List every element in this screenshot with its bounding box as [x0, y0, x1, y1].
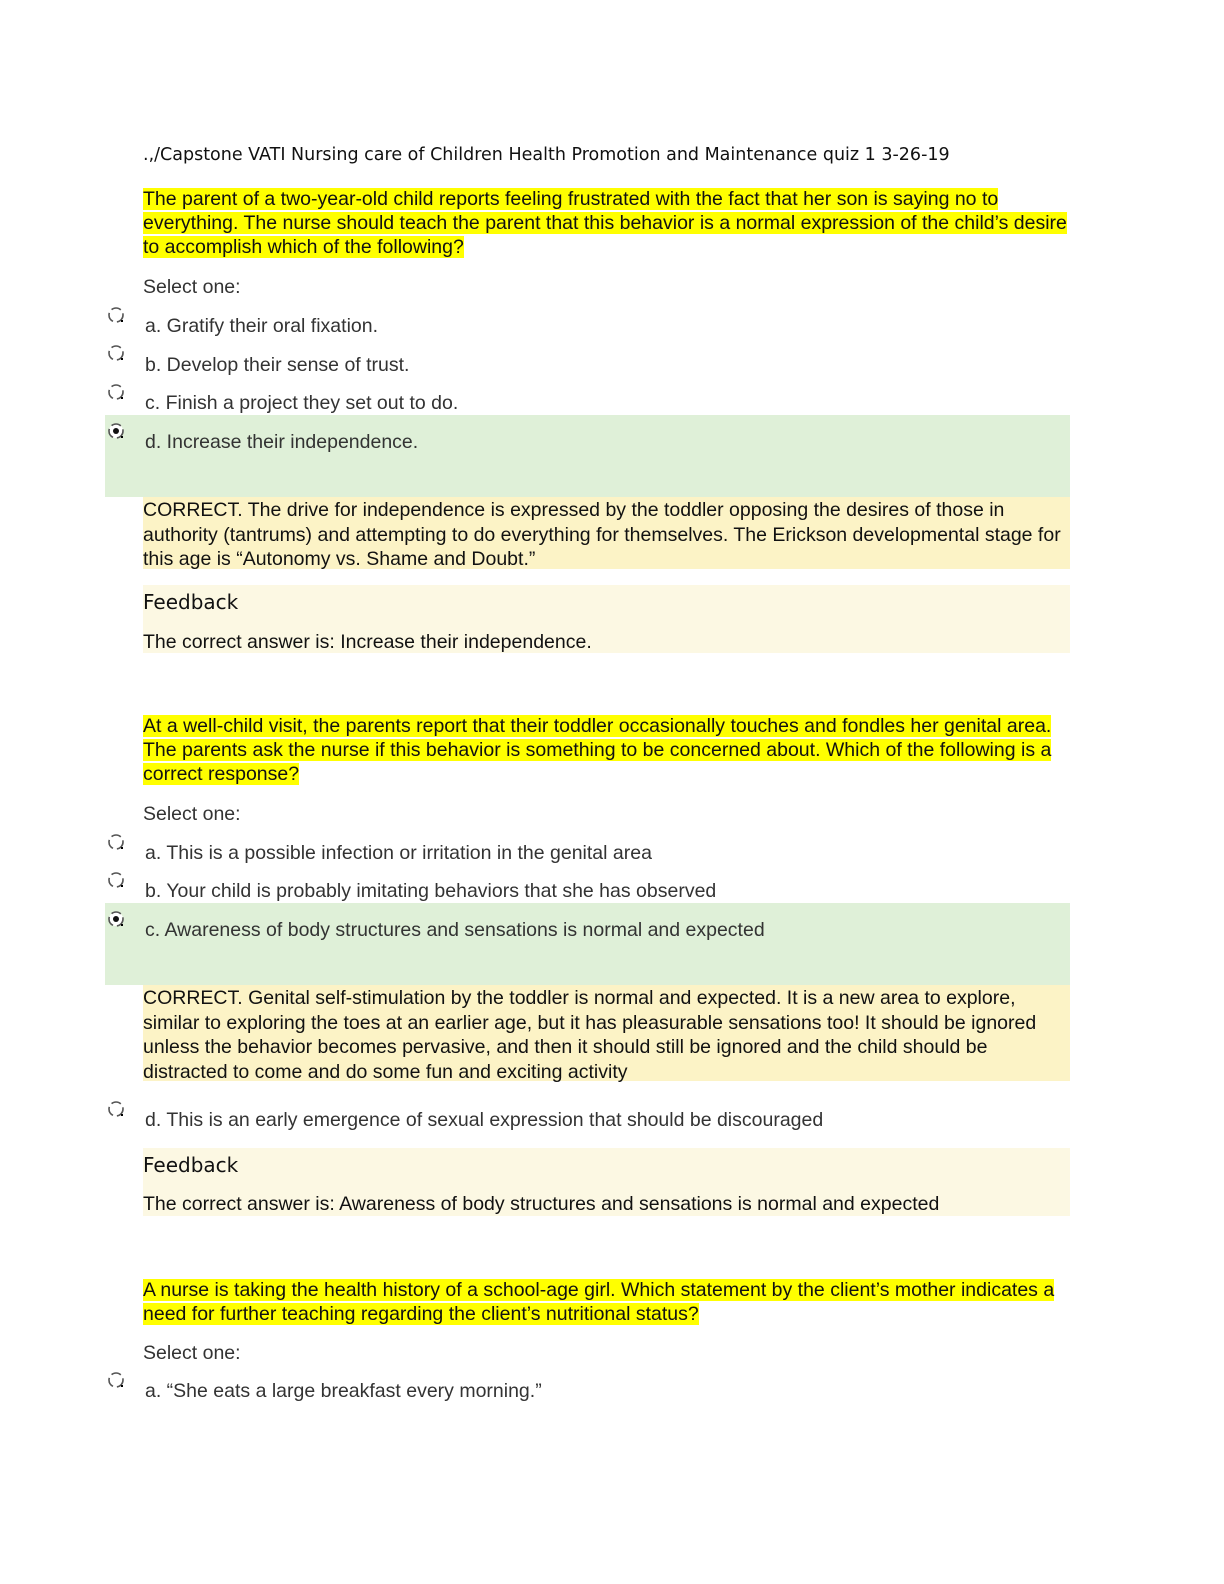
- q1-radio-b-icon[interactable]: [107, 344, 125, 362]
- q2-radio-a-icon[interactable]: [107, 833, 125, 851]
- q3-radio-a-icon[interactable]: [107, 1371, 125, 1389]
- q2-radio-c-selected-icon[interactable]: [107, 910, 125, 928]
- q2-option-a[interactable]: a. This is a possible infection or irritation in the genital area: [145, 842, 652, 864]
- q2-feedback-answer: The correct answer is: Awareness of body structures and sensations is normal and expected: [143, 1193, 940, 1215]
- q3-select-one-label: Select one:: [143, 1342, 241, 1364]
- q2-option-c[interactable]: c. Awareness of body structures and sensations is normal and expected: [145, 919, 765, 941]
- q2-correct-answer-band: [105, 903, 1070, 985]
- q1-correct-answer-band: [105, 415, 1070, 497]
- q2-explanation-text: CORRECT. Genital self-stimulation by the toddler is normal and expected. It is a new area to explore, similar to exploring the toes at an earlier age, but it has pleasurable sensations too! It should be ignored unless the behavior becomes pervasive, and then it should still be ignored and the child should be distracted to come and do some fun and exciting activity: [143, 987, 1037, 1083]
- q1-feedback-answer: The correct answer is: Increase their independence.: [143, 631, 592, 653]
- q1-radio-d-selected-icon[interactable]: [107, 422, 125, 440]
- q1-explanation-text: CORRECT. The drive for independence is expressed by the toddler opposing the desires of those in authority (tantrums) and attempting to do everything for themselves. The Erickson developmental stage for this age is “Autonomy vs. Shame and Doubt.”: [143, 499, 1061, 570]
- q1-radio-a-icon[interactable]: [107, 306, 125, 324]
- question-1-text: The parent of a two-year-old child reports feeling frustrated with the fact that her son is saying no to everything. The nurse should teach the parent that this behavior is a normal expression of the child’s desire to accomplish which of the following?: [143, 188, 1067, 258]
- q2-radio-d-icon[interactable]: [107, 1100, 125, 1118]
- q1-feedback-heading: Feedback: [143, 590, 239, 614]
- q1-option-c[interactable]: c. Finish a project they set out to do.: [145, 392, 459, 414]
- q1-option-b[interactable]: b. Develop their sense of trust.: [145, 354, 410, 376]
- question-2-text: At a well-child visit, the parents report that their toddler occasionally touches and fondles her genital area. The parents ask the nurse if this behavior is something to be concerned about. Which of the following is a correct response?: [143, 715, 1052, 785]
- q2-option-b[interactable]: b. Your child is probably imitating behaviors that she has observed: [145, 880, 717, 902]
- q2-radio-b-icon[interactable]: [107, 871, 125, 889]
- q2-feedback-heading: Feedback: [143, 1153, 239, 1177]
- q1-radio-c-icon[interactable]: [107, 383, 125, 401]
- q1-option-a[interactable]: a. Gratify their oral fixation.: [145, 315, 379, 337]
- document-title: .,/Capstone VATI Nursing care of Children Health Promotion and Maintenance quiz 1 3-26-19: [143, 145, 950, 165]
- q1-select-one-label: Select one:: [143, 276, 241, 298]
- q2-select-one-label: Select one:: [143, 803, 241, 825]
- q3-option-a[interactable]: a. “She eats a large breakfast every morning.”: [145, 1380, 542, 1402]
- question-3-text: A nurse is taking the health history of a school-age girl. Which statement by the client’s mother indicates a need for further teaching regarding the client’s nutritional status?: [143, 1279, 1055, 1325]
- q1-option-d[interactable]: d. Increase their independence.: [145, 431, 419, 453]
- q2-option-d[interactable]: d. This is an early emergence of sexual expression that should be discouraged: [145, 1109, 824, 1131]
